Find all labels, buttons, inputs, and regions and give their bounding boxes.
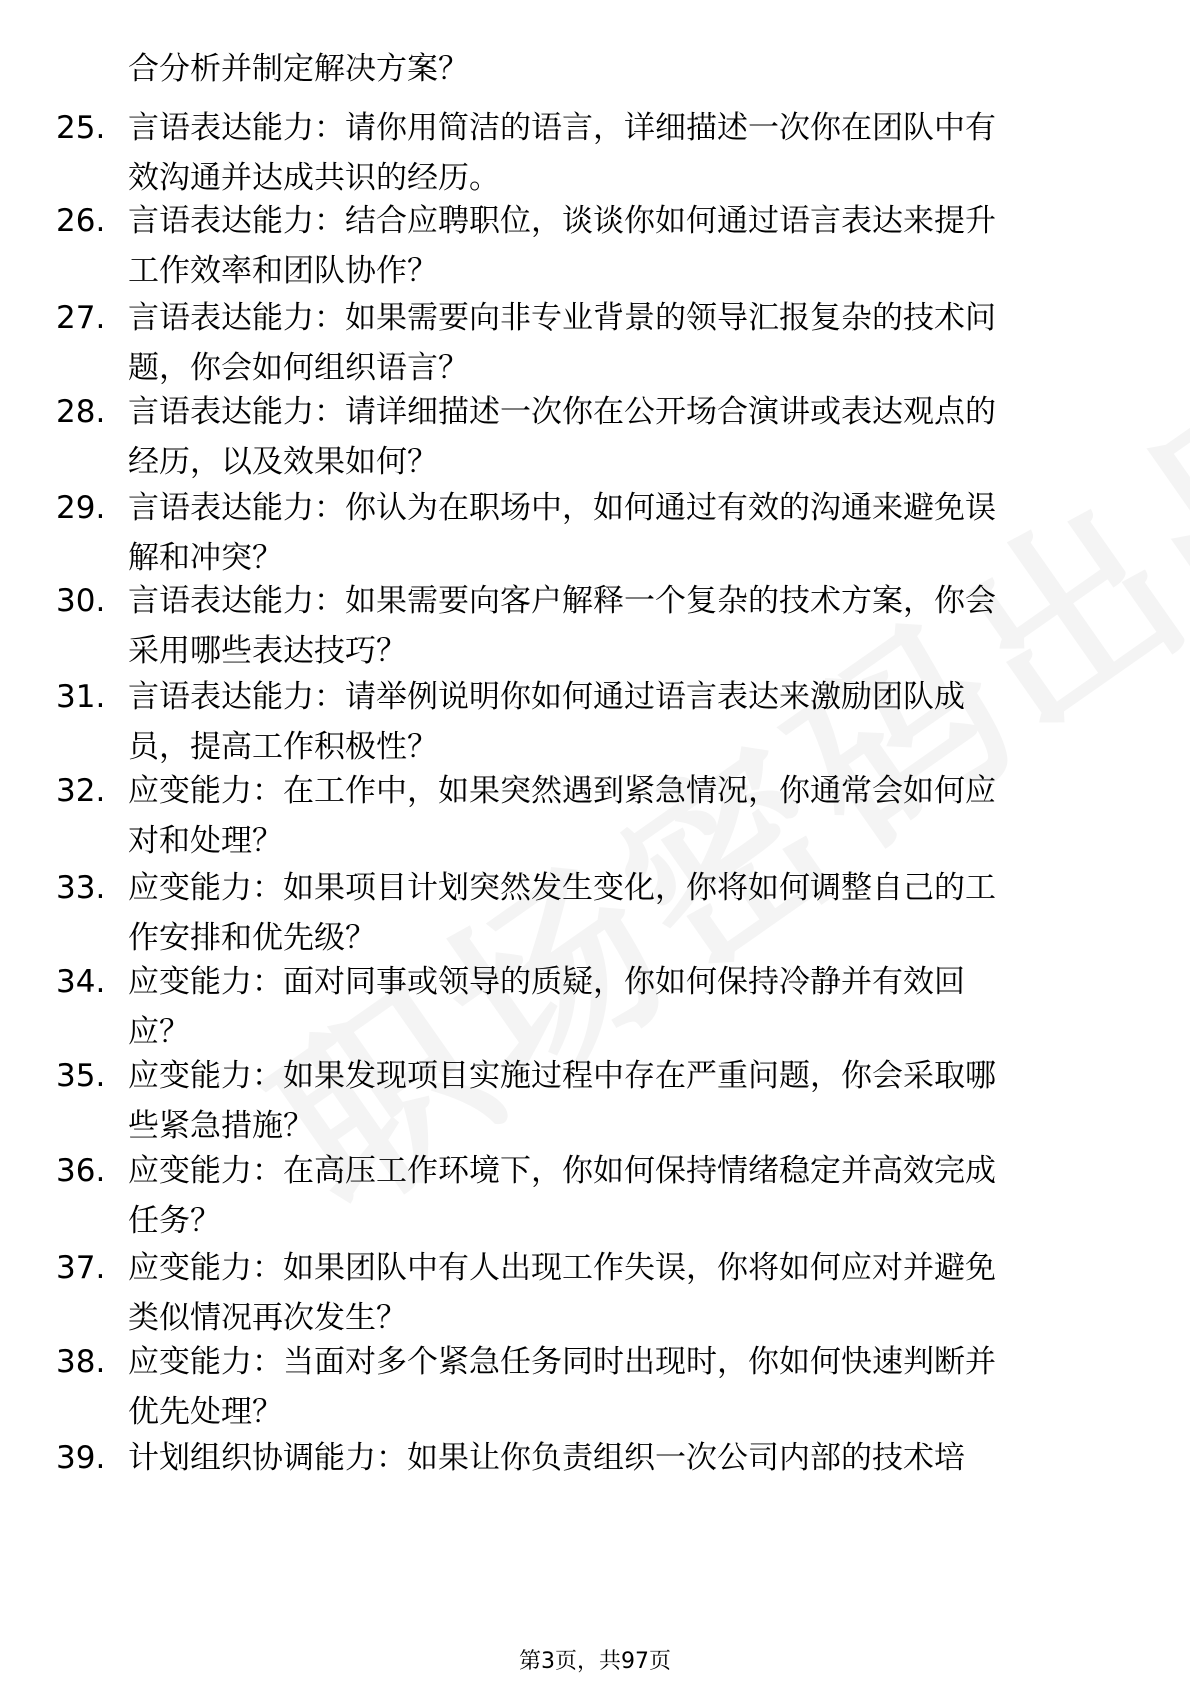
item-text: 应变能力：在工作中，如果突然遇到紧急情况，你通常会如何应 对和处理？ bbox=[128, 773, 996, 859]
item-number: 34. bbox=[56, 964, 106, 1000]
item-number: 29. bbox=[56, 490, 106, 526]
item-number: 36. bbox=[56, 1153, 106, 1189]
item-number: 32. bbox=[56, 773, 106, 809]
item-text: 计划组织协调能力：如果让你负责组织一次公司内部的技术培 bbox=[128, 1440, 965, 1476]
item-text: 言语表达能力：请举例说明你如何通过语言表达来激励团队成 员，提高工作积极性？ bbox=[128, 679, 965, 765]
item-text: 言语表达能力：如果需要向非专业背景的领导汇报复杂的技术问 题，你会如何组织语言？ bbox=[128, 300, 996, 386]
item-text: 应变能力：如果团队中有人出现工作失误，你将如何应对并避免 类似情况再次发生？ bbox=[128, 1250, 996, 1336]
item-number: 30. bbox=[56, 583, 106, 619]
item-text: 言语表达能力：请详细描述一次你在公开场合演讲或表达观点的 经历，以及效果如何？ bbox=[128, 394, 996, 480]
item-text: 言语表达能力：结合应聘职位，谈谈你如何通过语言表达来提升 工作效率和团队协作？ bbox=[128, 203, 996, 289]
item-number: 31. bbox=[56, 679, 106, 715]
page-number: 第3页，共97页 bbox=[519, 1649, 671, 1674]
item-number: 39. bbox=[56, 1440, 106, 1476]
item-text: 言语表达能力：请你用简洁的语言，详细描述一次你在团队中有 效沟通并达成共识的经历。 bbox=[128, 110, 996, 196]
item-text: 合分析并制定解决方案？ bbox=[128, 51, 469, 87]
item-number: 27. bbox=[56, 300, 106, 336]
item-text: 言语表达能力：如果需要向客户解释一个复杂的技术方案，你会 采用哪些表达技巧？ bbox=[128, 583, 996, 669]
item-text: 应变能力：面对同事或领导的质疑，你如何保持冷静并有效回 应？ bbox=[128, 964, 965, 1050]
item-number: 38. bbox=[56, 1344, 106, 1380]
item-text: 应变能力：当面对多个紧急任务同时出现时，你如何快速判断并 优先处理？ bbox=[128, 1344, 996, 1430]
item-text: 应变能力：在高压工作环境下，你如何保持情绪稳定并高效完成 任务？ bbox=[128, 1153, 996, 1239]
item-number: 37. bbox=[56, 1250, 106, 1286]
item-text: 应变能力：如果发现项目实施过程中存在严重问题，你会采取哪 些紧急措施？ bbox=[128, 1058, 996, 1144]
item-text: 言语表达能力：你认为在职场中，如何通过有效的沟通来避免误 解和冲突？ bbox=[128, 490, 996, 576]
item-number: 35. bbox=[56, 1058, 106, 1094]
item-number: 25. bbox=[56, 110, 106, 146]
item-number: 28. bbox=[56, 394, 106, 430]
item-text: 应变能力：如果项目计划突然发生变化，你将如何调整自己的工 作安排和优先级？ bbox=[128, 870, 996, 956]
item-number: 33. bbox=[56, 870, 106, 906]
item-number: 26. bbox=[56, 203, 106, 239]
